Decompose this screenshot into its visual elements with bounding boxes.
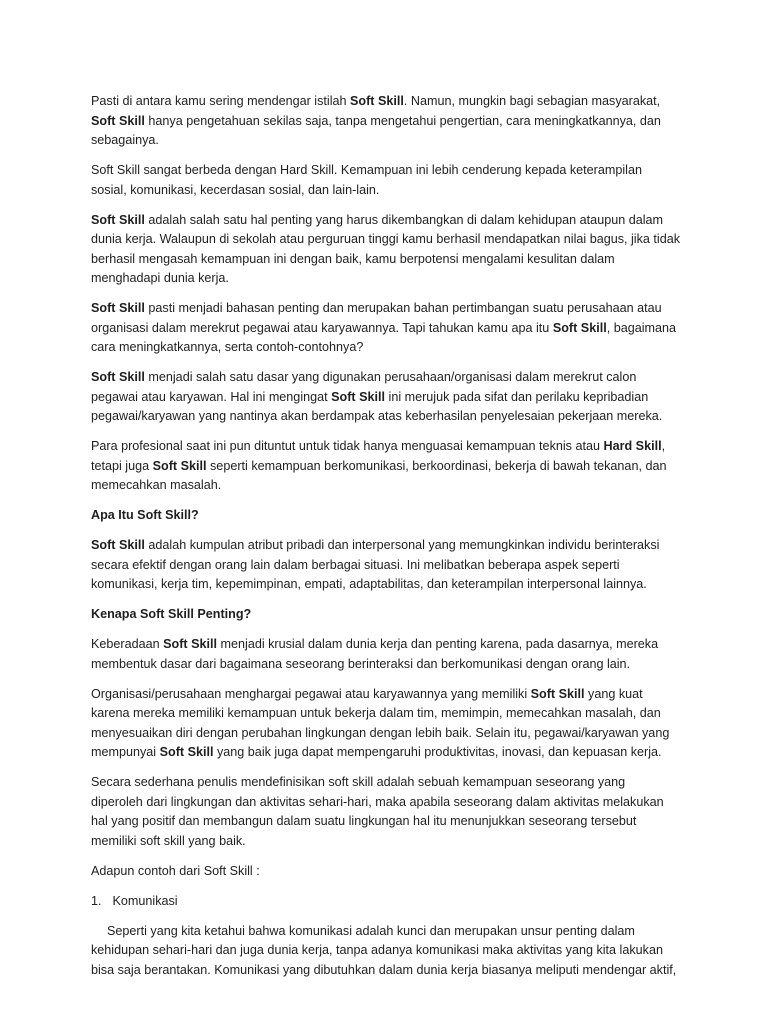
text-run: yang kuat karena mereka memiliki kemampuan untuk bekerja dalam tim, memimpin, memecahkan masalah, dan menyesuaikan diri dengan perubahan lingkungan dengan lebih baik. Selain itu, pegawai/karyawan yang mempunyai — [91, 686, 670, 759]
paragraph: Adapun contoh dari Soft Skill : — [91, 863, 260, 878]
text-run: . Namun, mungkin bagi sebagian masyarakat, — [403, 94, 661, 108]
paragraph — [91, 685, 680, 763]
paragraph — [91, 211, 680, 289]
paragraph — [91, 773, 680, 851]
paragraph: Seperti yang kita ketahui bahwa komunikasi adalah kunci dan merupakan unsur penting dalam kehidupan sehari-hari dan juga dunia kerja, tanpa adanya komunikasi maka aktivitas yang kita lakukan bisa saja berantakan. Komunikasi yang dibutuhkan dalam dunia kerja biasanya meliputi mendengar aktif, — [91, 923, 677, 977]
text-run: menjadi krusial dalam dunia kerja dan penting karena, pada dasarnya, mereka membentuk dasar dari bagaimana seseorang berinteraksi dan berkomunikasi dengan orang lain. — [91, 637, 659, 671]
bold-text: Soft Skill — [91, 538, 145, 552]
list-item — [91, 892, 680, 912]
bold-text: Soft Skill — [91, 301, 145, 315]
text-run: ini merujuk pada sifat dan perilaku kepribadian pegawai/karyawan yang nantinya akan berdampak atas keberhasilan penyelesaian pekerjaan mereka. — [91, 389, 663, 423]
bold-text: Soft Skill — [163, 637, 218, 651]
bold-text: Soft Skill — [350, 94, 404, 108]
text-run: , bagaimana cara meningkatkannya, serta contoh-contohnya? — [91, 320, 677, 354]
list-label: Komunikasi — [112, 893, 178, 908]
section-heading: Kenapa Soft Skill Penting? — [91, 607, 252, 621]
text-run: Para profesional saat ini pun dituntut untuk tidak hanya menguasai kemampuan teknis atau — [91, 439, 604, 453]
text-run: yang baik juga dapat mempengaruhi produktivitas, inovasi, dan kepuasan kerja. — [213, 745, 662, 759]
paragraph — [91, 536, 680, 595]
paragraph — [91, 161, 680, 200]
paragraph — [91, 299, 680, 358]
bold-text: Soft Skill — [91, 370, 145, 384]
text-run: , tetapi juga — [91, 439, 666, 473]
paragraph — [91, 92, 680, 151]
text-run: adalah kumpulan atribut pribadi dan interpersonal yang memungkinkan individu berinteraksi secara efektif dengan orang lain dalam berbagai situasi. Ini melibatkan beberapa aspek seperti komunikasi, kerja tim, kepemimpinan, empati, adaptabilitas, dan keterampilan interpersonal lainnya. — [91, 538, 660, 591]
bold-text: Soft Skill — [331, 389, 386, 404]
paragraph — [91, 635, 680, 674]
text-run: Keberadaan — [91, 637, 164, 651]
text-run: Soft Skill sangat berbeda dengan Hard Skill. Kemampuan ini lebih cenderung kepada keterampilan sosial, komunikasi, kecerdasan sosial, dan lain-lain. — [91, 163, 642, 197]
text-run: Organisasi/perusahaan menghargai pegawai atau karyawannya yang memiliki — [91, 686, 531, 701]
paragraph — [91, 437, 680, 496]
section-heading: Apa Itu Soft Skill? — [91, 508, 199, 522]
bold-text: Soft Skill — [91, 212, 145, 227]
bold-text: Soft Skill — [152, 458, 207, 473]
text-run: menjadi salah satu dasar yang digunakan perusahaan/organisasi dalam merekrut calon pegawai atau karyawan. Hal ini mengingat — [91, 370, 637, 404]
list-number: 1. — [91, 893, 102, 908]
text-run: hanya pengetahuan sekilas saja, tanpa mengetahui pengertian, cara meningkatkannya, dan sebagainya. — [91, 113, 661, 147]
bold-text: Soft Skill — [91, 113, 145, 128]
bold-text: Soft Skill — [552, 320, 607, 335]
paragraph — [91, 368, 680, 427]
text-run: Pasti di antara kamu sering mendengar istilah — [91, 94, 351, 108]
text-run: adalah salah satu hal penting yang harus dikembangkan di dalam kehidupan ataupun dalam dunia kerja. Walaupun di sekolah atau perguruan tinggi kamu berhasil mendapatkan nilai bagus, jika tidak berhasil mengasah kemampuan ini dengan baik, kamu berpotensi mengalami kesulitan dalam menghadapi dunia kerja. — [91, 212, 681, 285]
bold-text: Soft Skill — [530, 686, 585, 701]
text-run: Secara sederhana penulis mendefinisikan soft skill adalah sebuah kemampuan seseorang yang diperoleh dari lingkungan dan aktivitas sehari-hari, maka apabila seseorang dalam aktivitas melakukan hal yang positif dan membangun dalam suatu lingkungan hal itu menunjukkan seseorang tersebut memiliki soft skill yang baik. — [91, 775, 664, 848]
text-run: seperti kemampuan berkomunikasi, berkoordinasi, bekerja di bawah tekanan, dan memecahkan masalah. — [91, 458, 667, 492]
text-run: pasti menjadi bahasan penting dan merupakan bahan pertimbangan suatu perusahaan atau organisasi dalam merekrut pegawai atau karyawannya. Tapi tahukan kamu apa itu — [91, 301, 662, 335]
bold-text: Hard Skill — [603, 439, 662, 453]
bold-text: Soft Skill — [159, 745, 214, 759]
